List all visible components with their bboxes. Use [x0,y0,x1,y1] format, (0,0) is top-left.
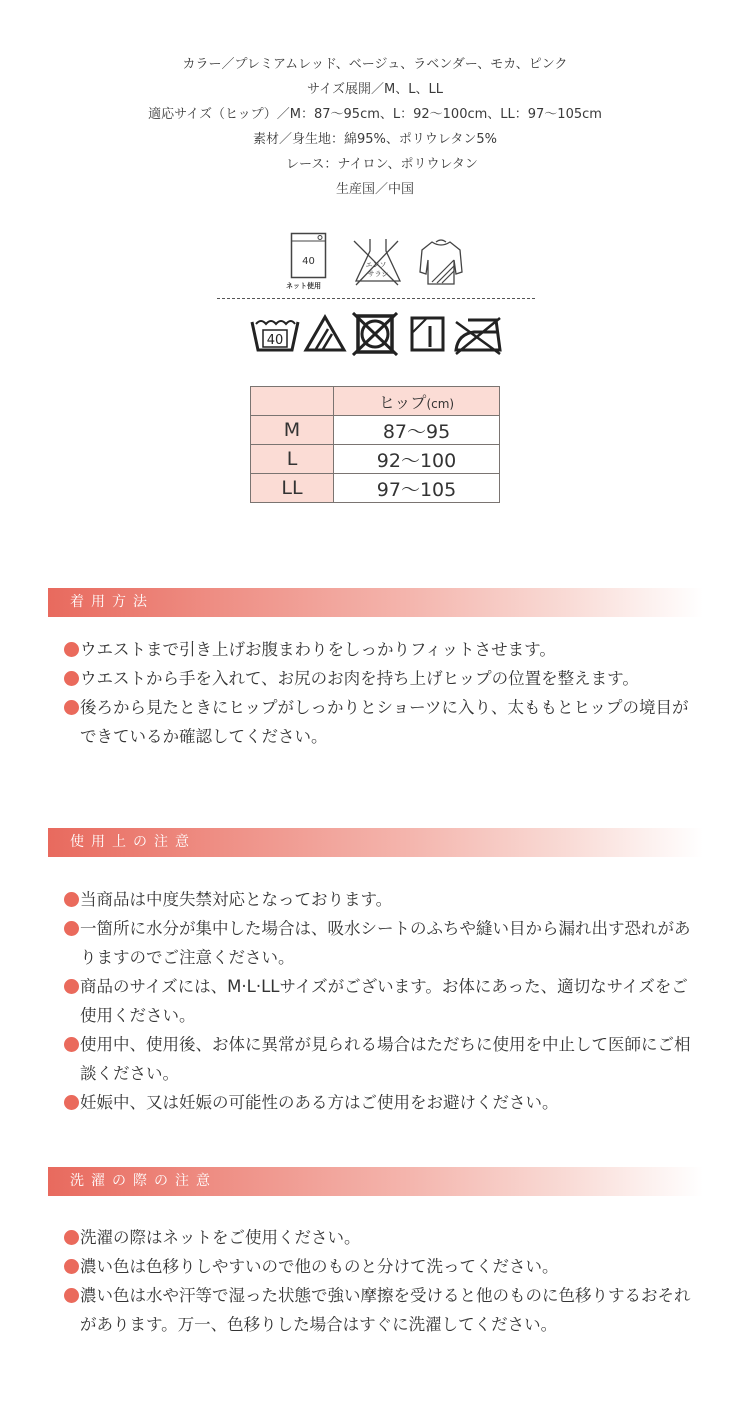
care-icons-bottom [0,312,750,357]
bullet-icon [64,892,79,907]
spec-color: カラー／プレミアムレッド、ベージュ、ラベンダー、モカ、ピンク [182,57,568,72]
list-item: 洗濯の際はネットをご使用ください。 [64,1223,704,1252]
bullet-icon [64,642,79,657]
line-dry-shade-icon [410,316,446,354]
list-item: ウエストから手を入れて、お尻のお肉を持ち上げヒップの位置を整えます。 [64,664,704,693]
spec-sizes: サイズ展開／M、L、LL [307,82,443,97]
list-item: 使用中、使用後、お体に異常が見られる場合はただちに使用を中止して医師にご相談ください。 [64,1030,704,1088]
section-header-how-to-wear: 着用方法 [48,588,703,617]
svg-text:サラシ: サラシ [367,270,389,278]
oxygen-bleach-only-icon [303,314,347,354]
size-label: M [251,416,334,445]
size-value: 87〜95 [334,416,500,445]
usage-cautions-list [64,885,704,1117]
list-item: 妊娠中、又は妊娠の可能性のある方はご使用をお避けください。 [64,1088,704,1117]
divider-dashed [217,298,535,299]
section-header-usage-cautions: 使用上の注意 [48,828,703,857]
size-value: 97〜105 [334,474,500,503]
bullet-icon [64,979,79,994]
laundry-net-icon [286,232,330,292]
dry-flat-shade-icon [418,238,464,288]
bullet-icon [64,700,79,715]
wash-40-icon [250,314,300,354]
size-table [250,386,500,503]
size-table-hip-header: ヒップ(cm) [334,387,500,416]
product-spec [0,52,750,202]
size-label: L [251,445,334,474]
svg-text:40: 40 [302,256,315,267]
table-row [251,416,500,445]
care-icons-top [0,232,750,292]
no-tumble-dry-icon [352,312,398,356]
svg-text:40: 40 [266,333,284,348]
bullet-icon [64,1230,79,1245]
list-item: 一箇所に水分が集中した場合は、吸水シートのふちや縫い目から漏れ出す恐れがありますのでご注意ください。 [64,914,704,972]
washing-cautions-list [64,1223,704,1339]
bullet-icon [64,1259,79,1274]
table-row [251,445,500,474]
table-row [251,474,500,503]
list-item: 濃い色は水や汗等で湿った状態で強い摩擦を受けると他のものに色移りするおそれがあります。万一、色移りした場合はすぐに洗濯してください。 [64,1281,704,1339]
list-item: 当商品は中度失禁対応となっております。 [64,885,704,914]
spec-origin: 生産国／中国 [335,182,414,197]
bullet-icon [64,1095,79,1110]
how-to-wear-list [64,635,704,751]
list-item: 後ろから見たときにヒップがしっかりとショーツに入り、太ももとヒップの境目ができているか確認してください。 [64,693,704,751]
size-table-header [251,387,500,416]
size-value: 92〜100 [334,445,500,474]
bullet-icon [64,1037,79,1052]
section-header-washing-cautions: 洗濯の際の注意 [48,1167,703,1196]
list-item: 商品のサイズには、M·L·LLサイズがございます。お体にあった、適切なサイズをご使用ください。 [64,972,704,1030]
no-chlorine-bleach-icon [352,237,404,287]
size-table-corner [251,387,334,416]
spec-material: 素材／身生地：綿95%、ポリウレタン5% [253,132,497,147]
list-item: ウエストまで引き上げお腹まわりをしっかりフィットさせます。 [64,635,704,664]
laundry-net-caption: ネット使用 [286,282,321,290]
list-item: 濃い色は色移りしやすいので他のものと分けて洗ってください。 [64,1252,704,1281]
bullet-icon [64,671,79,686]
size-label: LL [251,474,334,503]
spec-fit-size: 適応サイズ（ヒップ）／M：87〜95cm、L：92〜100cm、LL：97〜105cm [148,107,602,122]
no-iron-icon [452,314,504,356]
svg-text:エンソ: エンソ [365,261,387,269]
bullet-icon [64,1288,79,1303]
bullet-icon [64,921,79,936]
spec-lace: レース：ナイロン、ポリウレタン [286,157,478,172]
